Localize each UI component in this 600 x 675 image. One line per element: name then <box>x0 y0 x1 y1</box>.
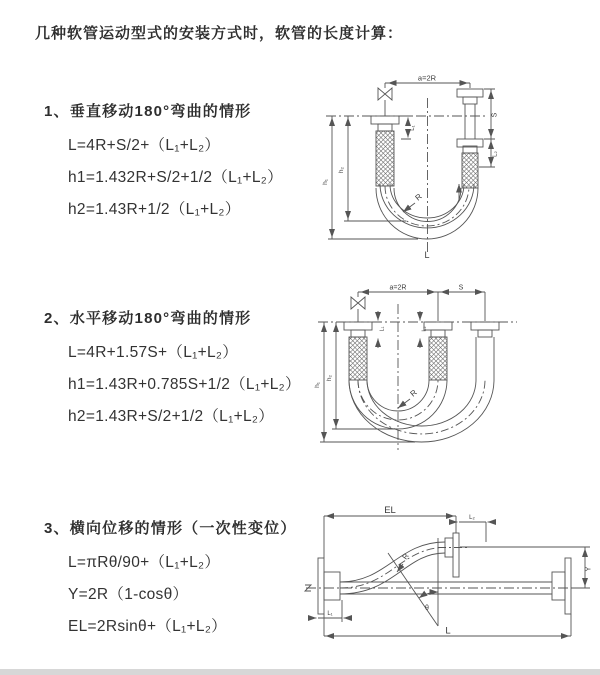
hose-u-bends <box>349 380 494 442</box>
formula-line: h2=1.43R+S/2+1/2（L₁+L₂） <box>68 408 275 425</box>
radius-leader-arrow <box>398 399 410 408</box>
valve-icon <box>351 292 365 322</box>
dim-label-l1: L₁ <box>379 326 386 332</box>
section-vertical-movement <box>44 100 344 226</box>
formula-line: h1=1.432R+S/2+1/2（L₁+L₂） <box>68 169 283 186</box>
dim-a2r-s <box>358 292 485 321</box>
formula-line: L=πRθ/90+（L₁+L₂） <box>68 554 221 571</box>
page-bottom-edge <box>0 669 600 675</box>
diagram-lateral-displacement <box>302 496 596 646</box>
formula-line: Y=2R（1-cosθ） <box>68 586 189 603</box>
dim-l2 <box>451 522 493 542</box>
angle-label: θ <box>425 605 429 612</box>
dim-label-y: Y <box>585 566 593 572</box>
braided-hose-right <box>462 153 478 188</box>
dim-el <box>324 516 456 558</box>
diagram-3-lines <box>305 516 590 636</box>
flange-fitting-left <box>371 116 399 131</box>
flange-right-lower <box>552 558 571 614</box>
dim-label-s: S <box>491 112 499 118</box>
radius-label: R <box>413 191 424 203</box>
hose-s-curve <box>340 542 445 594</box>
radius-label: R <box>408 387 419 399</box>
valve-icon <box>378 83 392 116</box>
dim-a2r <box>385 83 470 88</box>
braided-hose-middle <box>429 337 447 380</box>
flange-upper-displaced <box>445 533 459 577</box>
diagram-3-labels <box>327 505 592 637</box>
dim-label-h2: h₂ <box>326 374 333 382</box>
length-label: L <box>424 250 430 260</box>
dim-h2 <box>344 116 406 221</box>
flange-left <box>318 558 340 614</box>
diagram-horizontal-180 <box>310 280 597 457</box>
dim-label-h1: h₁ <box>314 382 321 388</box>
flange-fitting-right <box>471 322 499 337</box>
length-label: L <box>445 625 451 637</box>
formula-line: EL=2Rsinθ+（L₁+L₂） <box>68 618 227 635</box>
hose-right-straight <box>476 337 494 380</box>
dim-label-l1: L₁ <box>327 611 333 617</box>
dim-label-l2: L₂ <box>421 326 428 332</box>
dim-label-l2: L₂ <box>492 151 499 157</box>
formula-line: h1=1.43R+0.785S+1/2（L₁+L₂） <box>68 376 301 393</box>
flange-fitting-left <box>344 322 372 337</box>
dim-label-h2: h₂ <box>338 166 345 174</box>
section-2-heading: 2、水平移动180°弯曲的情形 <box>44 310 252 327</box>
dim-label-a2r: a=2R <box>389 284 407 292</box>
dim-label-s: S <box>458 284 464 292</box>
section-2-formulas <box>68 337 344 433</box>
flange-fitting-middle <box>421 322 452 337</box>
section-1-formulas <box>68 130 344 226</box>
formula-line: h2=1.43R+1/2（L₁+L₂） <box>68 201 241 218</box>
radius-label: R <box>400 551 411 562</box>
dim-label-a2r: a=2R <box>417 73 437 83</box>
dim-label-el: EL <box>384 505 396 516</box>
dim-label-l1: L₁ <box>410 125 416 131</box>
dim-label-l2: L₂ <box>469 515 475 521</box>
braided-hose-left <box>349 337 367 380</box>
radius-leader-arrow <box>403 203 415 212</box>
diagram-1-lines <box>326 83 495 253</box>
braided-hose-left <box>376 131 394 186</box>
page-title: 几种软管运动型式的安装方式时，软管的长度计算： <box>35 25 404 42</box>
section-1-heading: 1、垂直移动180°弯曲的情形 <box>44 103 252 120</box>
formula-line: L=4R+S/2+（L₁+L₂） <box>68 137 221 154</box>
flange-fitting-right <box>457 89 483 153</box>
diagram-vertical-180 <box>318 70 590 260</box>
dim-label-h1: h₁ <box>322 179 329 185</box>
hose-u-bend <box>376 184 478 239</box>
section-horizontal-movement <box>44 307 344 433</box>
diagram-2-lines <box>318 292 517 450</box>
section-lateral-displacement <box>44 517 344 643</box>
section-3-heading: 3、横向位移的情形（一次性变位） <box>44 520 297 537</box>
formula-line: L=4R+1.57S+（L₁+L₂） <box>68 344 239 361</box>
